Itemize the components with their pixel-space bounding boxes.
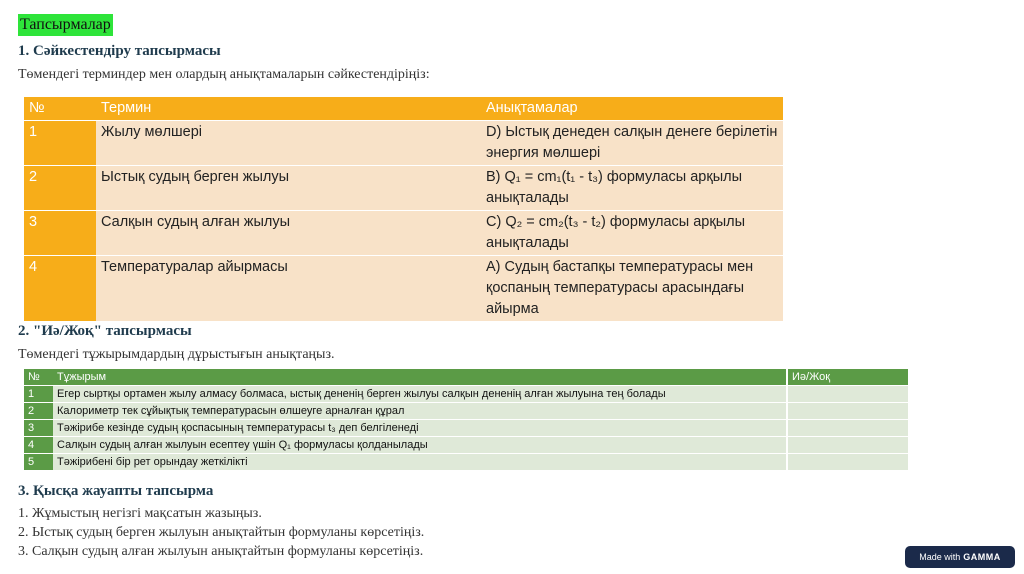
- page-title: Тапсырмалар: [18, 14, 113, 36]
- answer-cell[interactable]: [787, 386, 908, 403]
- row-number: 1: [24, 386, 53, 403]
- badge-brand: GAMMA: [963, 552, 1001, 562]
- table-row: [24, 166, 783, 211]
- definition-cell: A) Судың бастапқы температурасы мен қоспаның температурасы арасындағы айырма: [481, 256, 783, 322]
- true-false-table: [24, 369, 908, 471]
- statement-cell: Тәжірибе кезінде судың қоспасының температурасы t₃ деп белгіленеді: [53, 420, 787, 437]
- column-header-statement: Тұжырым: [53, 369, 787, 386]
- statement-cell: Салқын судың алған жылуын есептеу үшін Q₁ формуласы қолданылады: [53, 437, 787, 454]
- table-row: [24, 437, 908, 454]
- row-number: 4: [24, 437, 53, 454]
- column-header-term: Термин: [96, 97, 481, 121]
- answer-cell[interactable]: [787, 454, 908, 471]
- answer-cell[interactable]: [787, 437, 908, 454]
- row-number: 2: [24, 166, 96, 211]
- badge-prefix: Made with: [919, 552, 961, 562]
- definition-cell: B) Q₁ = cm₁(t₁ - t₃) формуласы арқылы анықталады: [481, 166, 783, 211]
- row-number: 3: [24, 420, 53, 437]
- made-with-gamma-badge[interactable]: [905, 546, 1015, 568]
- section1-heading: 1. Сәйкестендіру тапсырмасы: [18, 43, 221, 59]
- matching-table: [24, 97, 783, 322]
- column-header-number: №: [24, 369, 53, 386]
- row-number: 5: [24, 454, 53, 471]
- table-row: [24, 420, 908, 437]
- section3-heading: 3. Қысқа жауапты тапсырма: [18, 483, 214, 499]
- matching-table-header: [24, 97, 783, 121]
- section2-heading: 2. "Иә/Жоқ" тапсырмасы: [18, 323, 192, 339]
- column-header-number: №: [24, 97, 96, 121]
- term-cell: Салқын судың алған жылуы: [96, 211, 481, 256]
- table-row: [24, 454, 908, 471]
- row-number: 3: [24, 211, 96, 256]
- table-row: [24, 211, 783, 256]
- section1-instruction: Төмендегі терминдер мен олардың анықтамаларын сәйкестендіріңіз:: [18, 67, 430, 82]
- row-number: 2: [24, 403, 53, 420]
- table-row: [24, 121, 783, 166]
- column-header-definitions: Анықтамалар: [481, 97, 783, 121]
- statement-cell: Егер сыртқы ортамен жылу алмасу болмаса, ыстық дененің берген жылуы салқын дененің алған жылуына тең болады: [53, 386, 787, 403]
- term-cell: Жылу мөлшері: [96, 121, 481, 166]
- term-cell: Температуралар айырмасы: [96, 256, 481, 322]
- short-answer-item: 1. Жұмыстың негізгі мақсатын жазыңыз.: [18, 506, 262, 521]
- answer-cell[interactable]: [787, 420, 908, 437]
- definition-cell: D) Ыстық денеден салқын денеге берілетін энергия мөлшері: [481, 121, 783, 166]
- table-row: [24, 386, 908, 403]
- column-header-yes-no: Иә/Жоқ: [787, 369, 908, 386]
- statement-cell: Тәжірибені бір рет орындау жеткілікті: [53, 454, 787, 471]
- row-number: 1: [24, 121, 96, 166]
- short-answer-item: 3. Салқын судың алған жылуын анықтайтын формуланы көрсетіңіз.: [18, 544, 424, 559]
- table-row: [24, 403, 908, 420]
- definition-cell: C) Q₂ = cm₂(t₃ - t₂) формуласы арқылы анықталады: [481, 211, 783, 256]
- row-number: 4: [24, 256, 96, 322]
- statement-cell: Калориметр тек сұйықтық температурасын өлшеуге арналған құрал: [53, 403, 787, 420]
- table-row: [24, 256, 783, 322]
- true-false-table-header: [24, 369, 908, 386]
- short-answer-item: 2. Ыстық судың берген жылуын анықтайтын формуланы көрсетіңіз.: [18, 525, 425, 540]
- term-cell: Ыстық судың берген жылуы: [96, 166, 481, 211]
- section2-instruction: Төмендегі тұжырымдардың дұрыстығын анықтаңыз.: [18, 347, 335, 362]
- answer-cell[interactable]: [787, 403, 908, 420]
